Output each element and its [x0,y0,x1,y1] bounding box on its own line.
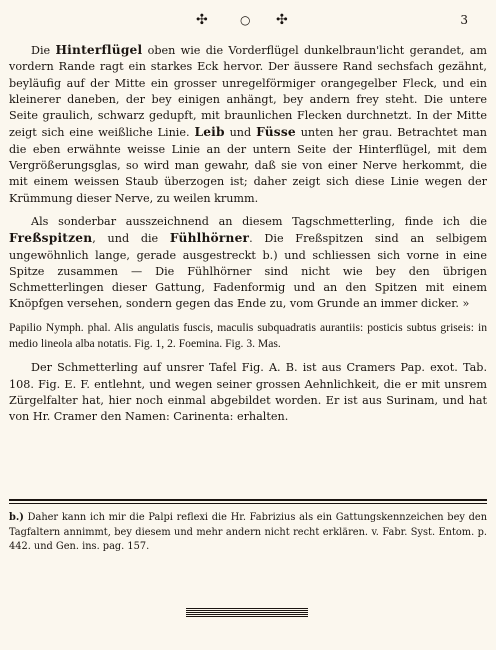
text-run: Die [31,44,56,57]
emphasized-term: Freßspitzen [9,231,93,246]
footnote-rule-thick [9,499,487,501]
text-run: Der Schmetterling auf unsrer Tafel Fig. A. B. ist aus Cramers Pap. exot. Tab. 108. Fig. E. F. entlehnt, und wegen seiner grossen Aehnlichkeit, die er mit unsrem Zürgelfalter hat, hier noch einmal abgebildet worden. Er ist aus Surinam, und hat von Hr. Cramer den Namen: Carinenta: erhalten. [9,361,487,424]
text-run: unten her grau. Betrachtet man die eben erwähnte weisse Linie an der untern Seite der Hinterflügel, mit dem Vergrößerungsglas, so wird man gewahr, daß sie von einer Nerve herkommt, die mit einem weissen Staub überzogen ist; daher zeigt sich diese Linie wegen der Krümmung dieser Nerve, zu weilen krumm. [9,126,488,205]
ring-ornament-icon: ○ [240,13,251,27]
latin-description-paragraph [9,320,487,353]
footnote [9,511,487,555]
emphasized-term: Fühlhörner [169,231,250,246]
tailpiece-rule-ornament [186,608,308,616]
fleuron-left-icon: ✣ [196,12,208,28]
text-run: Als sonderbar ausszeichnend an diesem Tagschmetterling, finde ich die [31,214,487,228]
fleuron-right-icon: ✣ [276,12,288,28]
footnote-rule-thin [9,503,487,504]
page-header [0,10,496,30]
paragraph [9,214,487,313]
text-run: , und die [92,232,170,246]
text-run: . Die Freßspitzen sind an selbigem ungewöhnlich lange, gerade ausgestreckt b.) und schliessen sich vorne in eine Spitze zusammen — Die Fühlhörner sind nicht wie bey den übrigen Schmetterlingen dieser Gattung, Fadenformig und an den Spitzen mit einem Knöpfgen versehen, sondern gegen das Ende zu, vom Grunde an immer dicker. » [9,232,487,311]
paragraph [9,42,487,207]
emphasized-term: Füsse [256,125,296,140]
emphasized-term: Leib [194,125,225,140]
paragraph [9,360,487,425]
main-text [9,42,487,433]
text-run: Papilio Nymph. phal. Alis angulatis fuscis, maculis subquadratis aurantiis: posticis subtus griseis: in medio lineola alba notatis. Fig. 1, 2. Foemina. Fig. 3. Mas. [9,320,487,351]
footnote-marker: b.) [9,512,24,523]
page-number: 3 [460,13,468,27]
text-run: und [224,126,257,140]
emphasized-term: Hinterflügel [55,43,143,57]
text-run: oben wie die Vorderflügel dunkelbraun'licht gerandet, am vordern Rande ragt ein starkes Eck hervor. Der äussere Rand sechsfach gezähnt, beyläufig auf der Mitte ein grosser unregelförmiger orangegelber Fleck, und ein kleinerer daneben, der bey einigen anhängt, bey andern frey steht. Die untere Seite graulich, schwarz gedupft, mit braunlichen Flecken durchnetzt. In der Mitte zeigt sich eine weißliche Linie. [9,44,487,140]
footnote-text: Daher kann ich mir die Palpi reflexi die Hr. Fabrizius als ein Gattungskennzeichen bey den Tagfaltern annimmt, bey diesem und mehr andern nicht recht erklären. v. Fabr. Syst. Entom. p. 442. und Gen. ins. pag. 157. [9,512,487,552]
